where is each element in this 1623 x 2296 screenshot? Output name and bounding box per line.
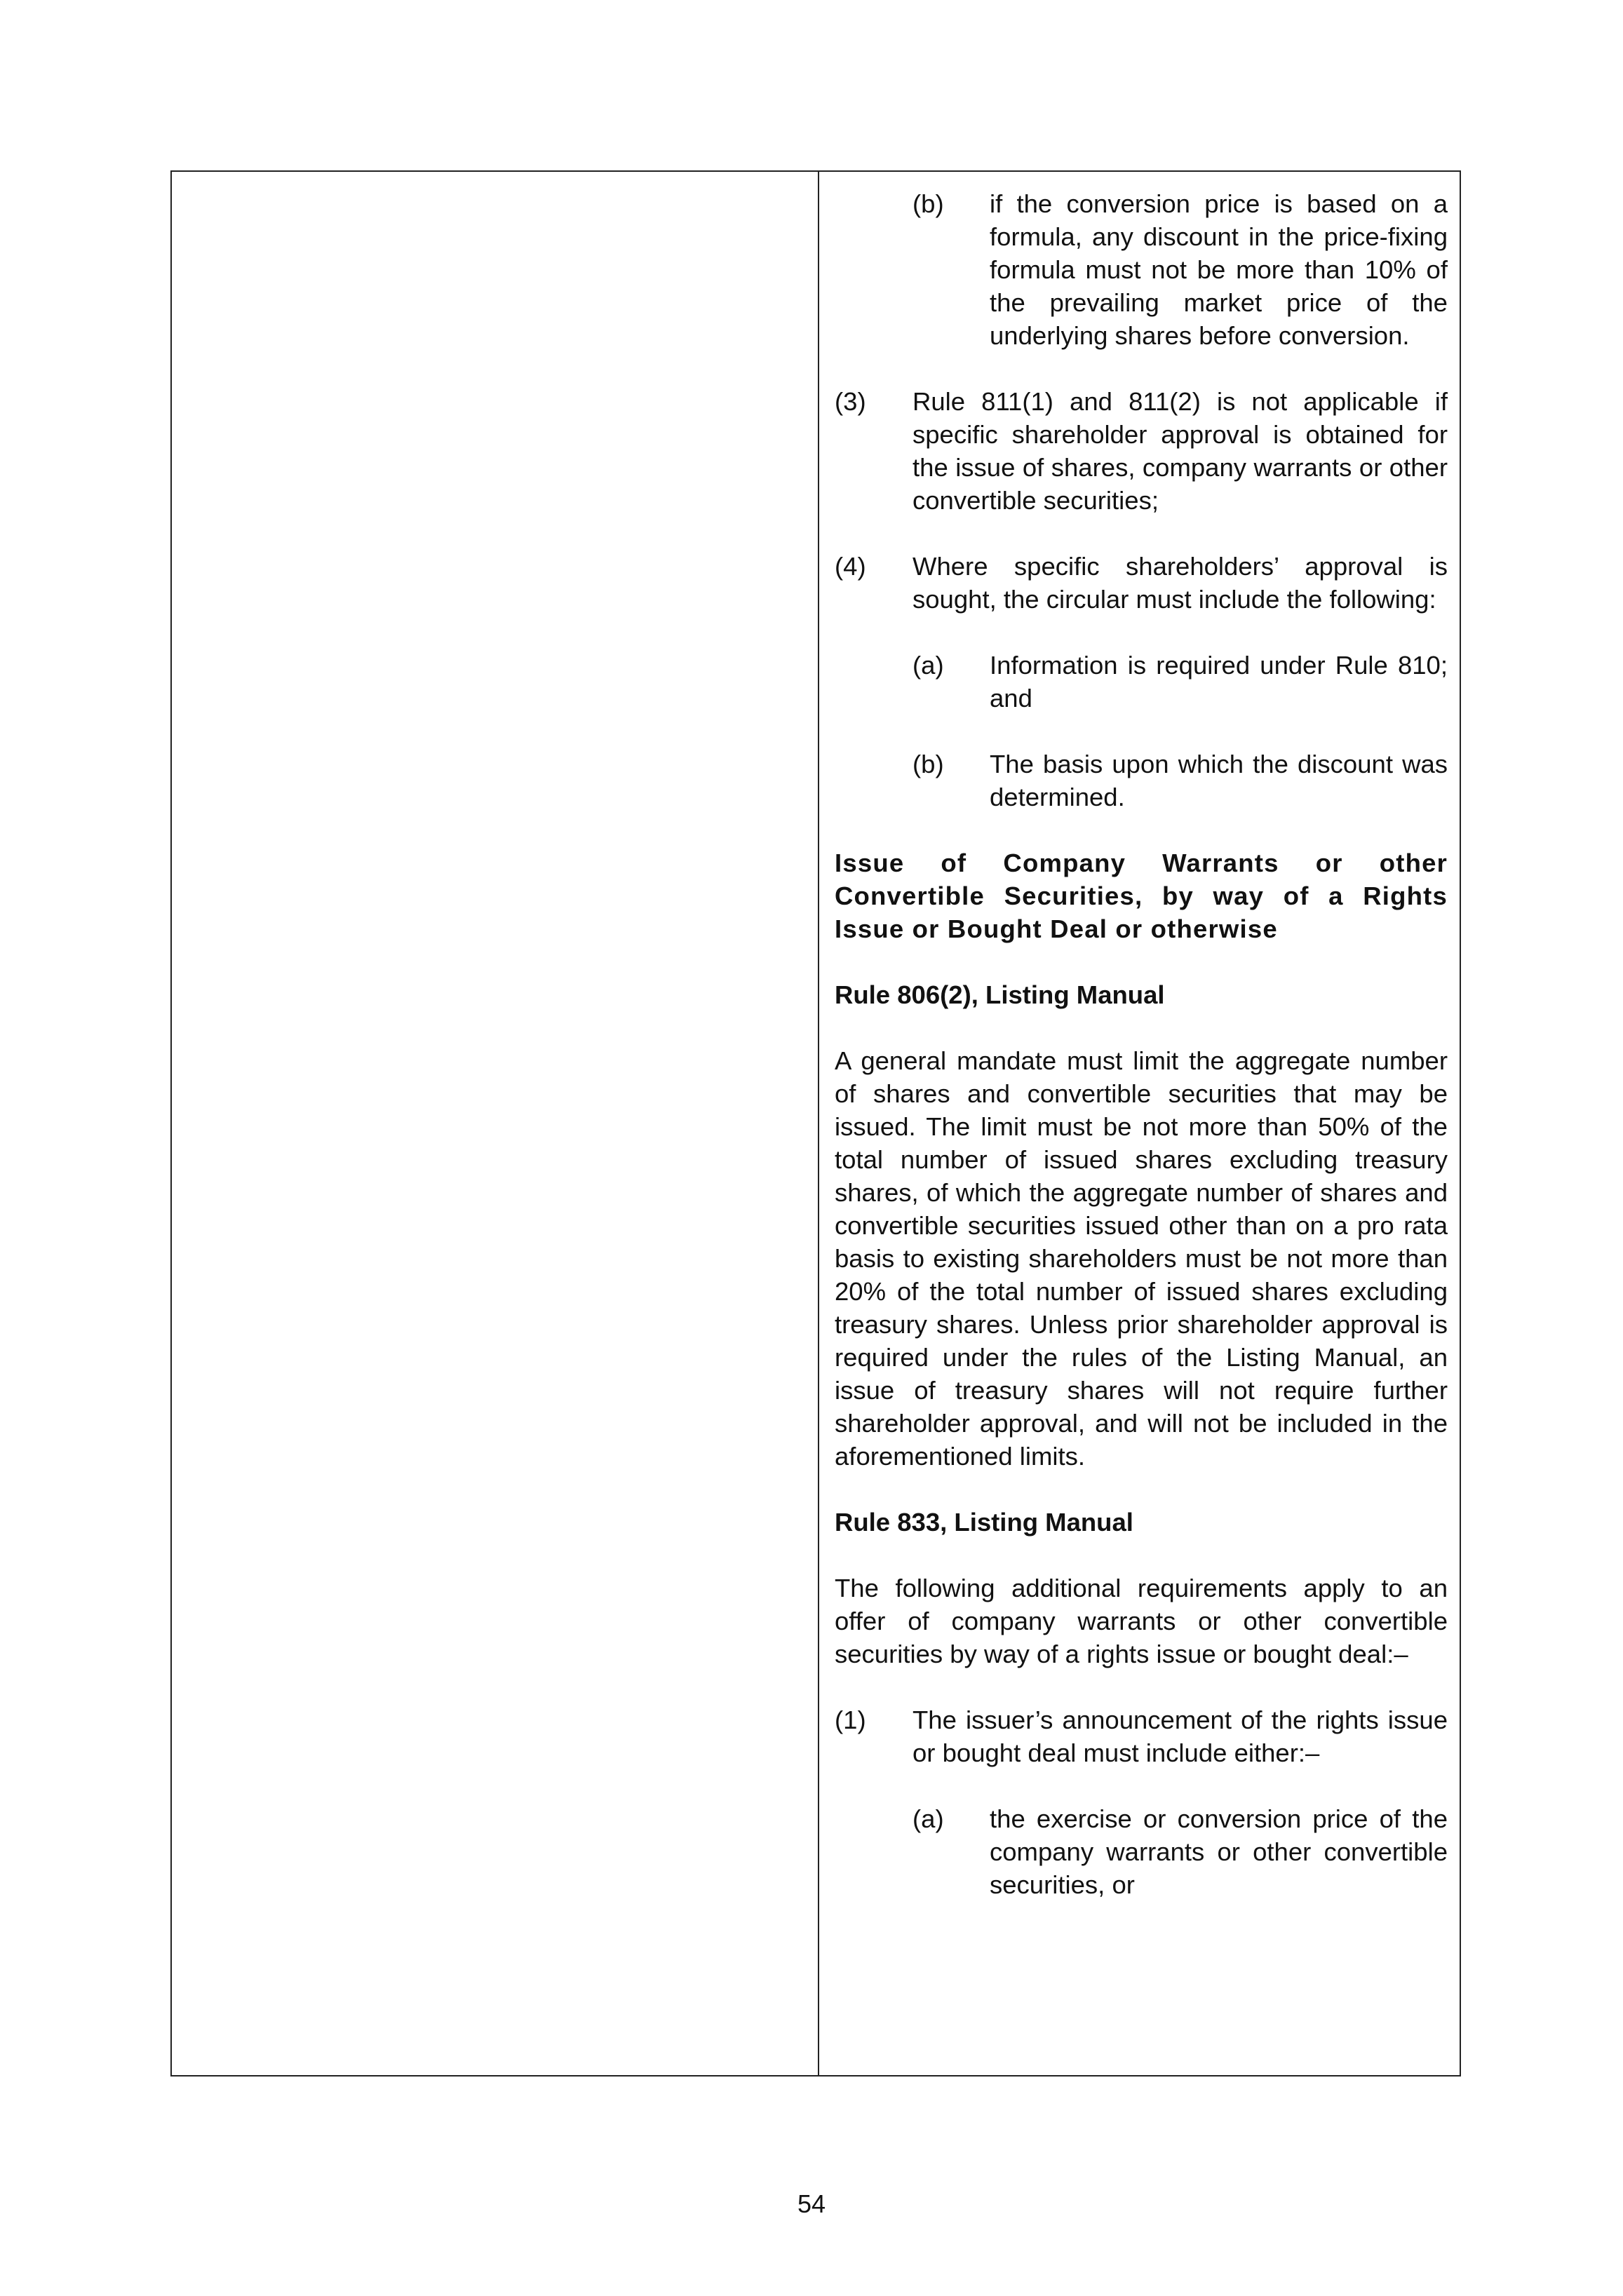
item-label: (b) bbox=[912, 750, 944, 778]
rule-833-heading: Rule 833, Listing Manual bbox=[835, 1508, 1133, 1537]
rule-806-text: A general mandate must limit the aggregate number of shares and convertible securities that may be issued. The limit must be not more than 50% of the total number of issued shares excluding treasury shares, of which the aggregate number of shares and convertible securities issued other than on a pro rata basis to existing shareholders must be not more than 20% of the total number of issued shares excluding treasury shares. Unless prior shareholder approval is required under the rules of the Listing Manual, an issue of treasury shares will not require further shareholder approval, and will not be included in the aforementioned limits. bbox=[835, 1046, 1448, 1471]
item-label: (a) bbox=[912, 1804, 944, 1833]
item-text: Where specific shareholders’ approval is sought, the circular must include the following: bbox=[912, 552, 1448, 614]
list-item-b-conversion-formula bbox=[835, 187, 1448, 352]
rule-833-intro: The following additional requirements apply to an offer of company warrants or other convertible securities by way of a rights issue or bought deal:– bbox=[835, 1574, 1448, 1668]
item-text: The issuer’s announcement of the rights issue or bought deal must include either:– bbox=[912, 1706, 1448, 1767]
list-item-4 bbox=[835, 550, 1448, 616]
item-text: if the conversion price is based on a formula, any discount in the price-fixing formula must not be more than 10% of the prevailing market price of the underlying shares before conversion. bbox=[990, 189, 1448, 350]
rule-806-heading: Rule 806(2), Listing Manual bbox=[835, 980, 1165, 1009]
item-label: (1) bbox=[835, 1706, 866, 1734]
rule-833-list-item-1 bbox=[835, 1703, 1448, 1769]
item-text: the exercise or conversion price of the company warrants or other convertible securities, or bbox=[990, 1804, 1448, 1899]
item-label: (b) bbox=[912, 189, 944, 218]
item-label: (3) bbox=[835, 387, 866, 416]
list-item-3 bbox=[835, 385, 1448, 517]
rule-833-list-item-1a bbox=[835, 1802, 1448, 1901]
section-heading: Issue of Company Warrants or other Convertible Securities, by way of a Rights Issue or Bought Deal or otherwise bbox=[835, 849, 1448, 943]
list-item-4b bbox=[835, 748, 1448, 813]
item-label: (a) bbox=[912, 651, 944, 680]
item-label: (4) bbox=[835, 552, 866, 581]
item-text: The basis upon which the discount was determined. bbox=[990, 750, 1448, 811]
right-column bbox=[835, 187, 1448, 1901]
page-number: 54 bbox=[797, 2189, 826, 2218]
left-column-empty bbox=[172, 172, 818, 2075]
item-text: Information is required under Rule 810; and bbox=[990, 651, 1448, 713]
column-divider bbox=[818, 172, 819, 2075]
rules-table bbox=[170, 170, 1461, 2076]
item-text: Rule 811(1) and 811(2) is not applicable if specific shareholder approval is obtained for the issue of shares, company warrants or other convertible securities; bbox=[912, 387, 1448, 515]
list-item-4a bbox=[835, 649, 1448, 715]
